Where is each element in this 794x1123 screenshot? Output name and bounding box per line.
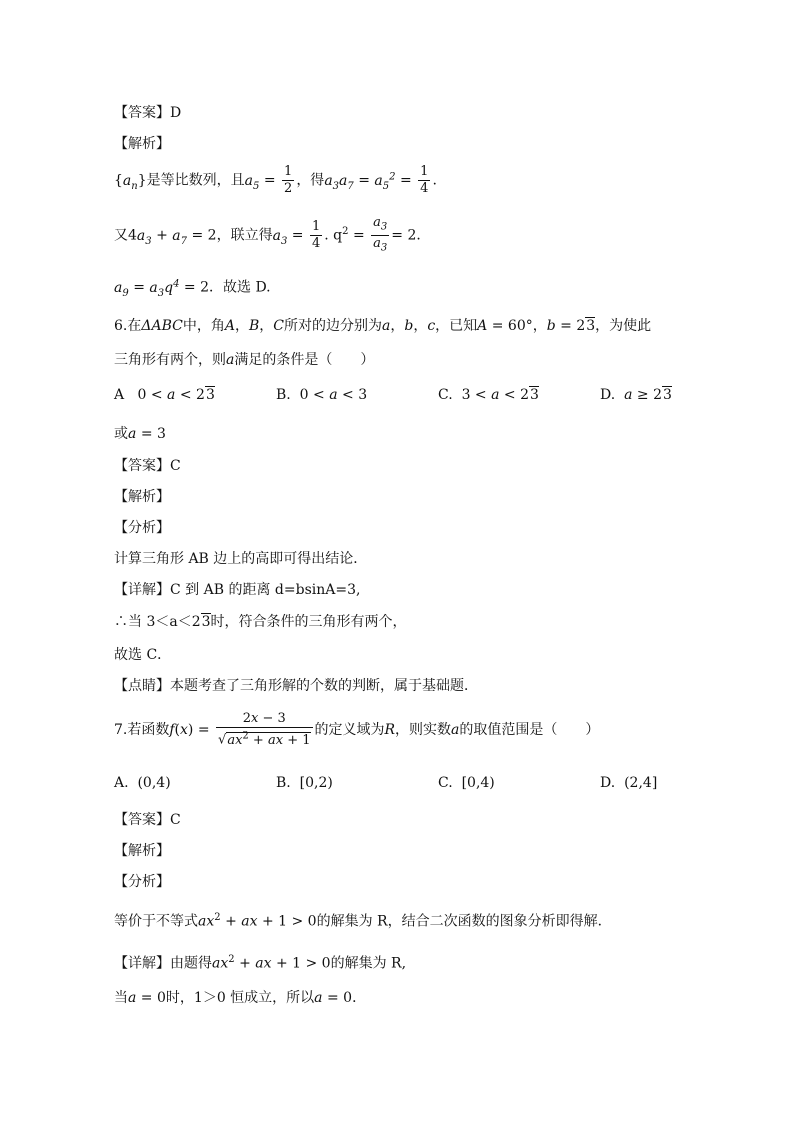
q6-option-a: A 0 < a < 23 (114, 387, 215, 403)
analysis-tag: 【解析】 (114, 136, 170, 152)
q6-stem-line2: 三角形有两个，则a满足的条件是（ ） (114, 352, 375, 368)
q7-option-a: A. (0,4) (114, 775, 171, 791)
fenxi-text-q7: 等价于不等式$ax^2$ + ax + 1 > 0的解集为 R，结合二次函数的图象分析即得解． (114, 912, 612, 930)
q6-option-d: D. a ≥ 23 (600, 387, 672, 403)
analysis-heading-q5 (114, 134, 170, 154)
fraction-half: $\frac{1}{2}$ (284, 164, 293, 197)
therefore-q6: ∴当 3＜a＜23时，符合条件的三角形有两个， (114, 614, 407, 630)
q7-stem: 7.若函数f(x) = $\frac{2x - 3}{√ax^2 + ax + 1}$ 的定义域为R，则实数a的取值范围是（ ） (114, 711, 600, 748)
answer-tag: 【答案】 (114, 105, 170, 121)
answer-line-q5 (114, 103, 181, 123)
fraction-quarter: $\frac{1}{4}$ (420, 164, 429, 197)
answer-value: D (170, 105, 182, 121)
analysis-heading-q6: 【解析】 (114, 489, 170, 505)
q7-option-b: B. [0,2) (276, 775, 333, 791)
fenxi-heading-q6: 【分析】 (114, 520, 170, 536)
dianjing-q6: 【点睛】本题考查了三角形解的个数的判断，属于基础题． (114, 678, 478, 694)
q6-option-b: B. 0 < a < 3 (276, 387, 368, 403)
q5-line2: 又$4a_3 + a_7 = 2$，联立得$a_3$ = $\frac{1}{4}$ . $q^2$ = $\frac{a_3}{a_3}$ = 2． (114, 214, 431, 254)
conclude-q6: 故选 C． (114, 647, 172, 663)
analysis-heading-q7: 【解析】 (114, 843, 170, 859)
q7-option-d: D. (2,4] (600, 775, 658, 791)
q6-stem-line1: 6.在ΔABC中，角A，B，C所对的边分别为a，b，c，已知A = 60°，b = 23，为使此 (114, 318, 652, 334)
fenxi-heading-q7: 【分析】 (114, 874, 170, 890)
q5-line3: $a_9 = a_3q^4 = 2$．故选 D. (114, 278, 271, 299)
q7-option-c: C. [0,4) (438, 775, 495, 791)
answer-line-q6: 【答案】C (114, 458, 181, 474)
last-line-q7: 当a = 0时，1＞0 恒成立，所以a = 0． (114, 990, 367, 1006)
xiangjie-q7: 【详解】由题得$ax^2$ + ax + 1 > 0的解集为 R, (114, 954, 407, 972)
xiangjie-q6: 【详解】C 到 AB 的距离 d=bsinA=3, (114, 582, 361, 598)
q6-option-c: C. 3 < a < 23 (438, 387, 539, 403)
function-fraction: $\frac{2x - 3}{√ax^2 + ax + 1}$ (218, 711, 311, 748)
answer-line-q7: 【答案】C (114, 812, 181, 828)
q6-option-d-cont: 或a = 3 (114, 426, 166, 442)
q5-line1: $\{a_n\}$是等比数列，且$a_5$ = $\frac{1}{2}$ ，得$a_3a_7 = a_5^2$ = $\frac{1}{4}$ . (114, 164, 437, 197)
fenxi-text-q6: 计算三角形 AB 边上的高即可得出结论． (114, 551, 368, 567)
